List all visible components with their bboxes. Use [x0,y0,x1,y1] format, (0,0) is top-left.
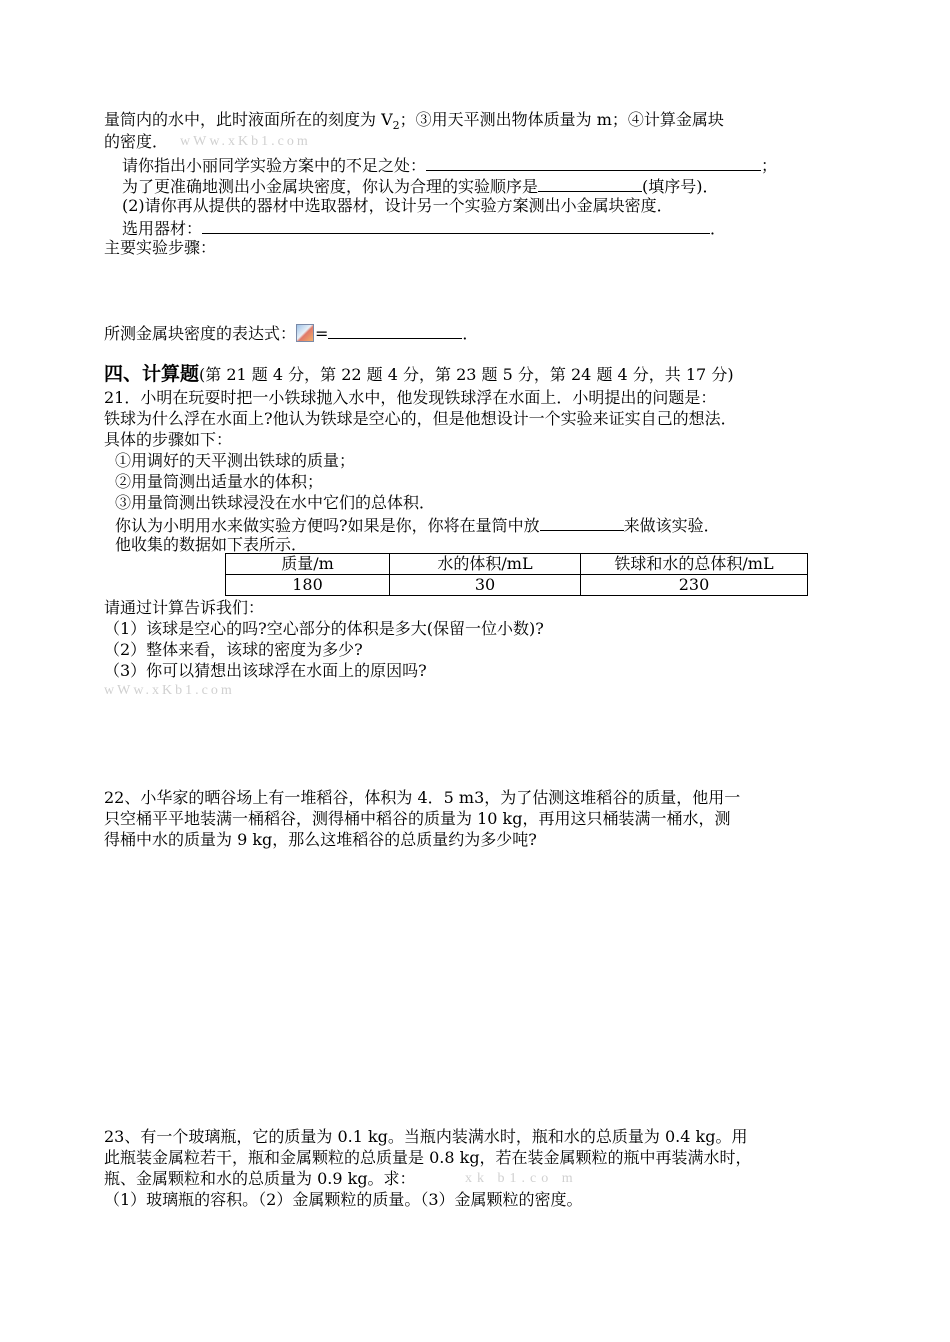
q21-line: 具体的步骤如下： [104,430,233,449]
q23-line: 23、有一个玻璃瓶，它的质量为 0.1 kg。当瓶内装满水时，瓶和水的总质量为 0.4 kg。用 [104,1127,748,1146]
question-design: (2)请你再从提供的器材中选取器材，设计另一个实验方案测出小金属块密度． [122,196,673,215]
q23-sub-questions: （1）玻璃瓶的容积。（2）金属颗粒的质量。（3）金属颗粒的密度。 [104,1190,583,1209]
watermark: wWw.xKb1.com [180,134,311,149]
density-symbol-icon [296,324,314,342]
watermark: xk b1.co m [465,1171,578,1186]
table-header: 水的体积/mL [390,554,581,575]
q23-line: 瓶、金属颗粒和水的总质量为 0.9 kg。求： [104,1169,416,1188]
table-header: 铁球和水的总体积/mL [581,554,808,575]
watermark: wWw.xKb1.com [104,683,235,698]
q21-sub-question: （3）你可以猜想出该球浮在水面上的原因吗? [104,661,427,680]
q23-line: 此瓶装金属粒若干，瓶和金属颗粒的总质量是 0.8 kg，若在装金属颗粒的瓶中再装满水时， [104,1148,752,1167]
line-density: 的密度． [104,132,169,151]
q21-line: 请通过计算告诉我们： [104,598,265,617]
table-header: 质量/m [226,554,390,575]
answer-blank[interactable] [328,322,462,339]
question-expression: 所测金属块密度的表达式： = ． [104,324,479,343]
data-table [225,553,808,596]
question-order: 为了更准确地测出小金属块密度，你认为合理的实验顺序是 (填序号)． [122,177,719,196]
q21-line: 21．小明在玩耍时把一小铁球抛入水中，他发现铁球浮在水面上．小明提出的问题是： [104,388,717,407]
question-steps: 主要实验步骤： [104,238,217,257]
q21-step: ①用调好的天平测出铁球的质量； [115,451,356,470]
table-row [226,575,808,596]
answer-blank[interactable] [202,217,710,234]
line-volume-reading: 量筒内的水中，此时液面所在的刻度为 $V_2$；③用天平测出物体质量为 m；④计算金属块 [104,110,724,133]
q21-step: ③用量筒测出铁球浸没在水中它们的总体积． [115,493,436,512]
q22-line: 只空桶平平地装满一桶稻谷，测得桶中稻谷的质量为 10 kg，再用这只桶装满一桶水，测 [104,809,731,828]
q21-sub-question: （2）整体来看，该球的密度为多少? [104,640,363,659]
table-header-row [226,554,808,575]
q22-line: 22、小华家的晒谷场上有一堆稻谷，体积为 4．5 m3，为了估测这堆稻谷的质量，他用一 [104,788,741,807]
q22-line: 得桶中水的质量为 9 kg，那么这堆稻谷的总质量约为多少吨? [104,830,537,849]
section-heading: 四、计算题(第 21 题 4 分，第 22 题 4 分，第 23 题 5 分，第 24 题 4 分，共 17 分) [104,363,734,385]
table-cell: 180 [226,575,390,596]
q21-line: 你认为小明用水来做实验方便吗?如果是你，你将在量筒中放 来做该实验． [115,516,720,535]
q21-line: 他收集的数据如下表所示． [115,535,308,554]
question-insufficient: 请你指出小丽同学实验方案中的不足之处： ； [122,156,778,175]
answer-blank[interactable] [426,154,761,171]
q21-sub-question: （1）该球是空心的吗?空心部分的体积是多大(保留一位小数)? [104,619,544,638]
answer-blank[interactable] [540,514,624,531]
table-cell: 30 [390,575,581,596]
table-cell: 230 [581,575,808,596]
q21-line: 铁球为什么浮在水面上?他认为铁球是空心的，但是他想设计一个实验来证实自己的想法． [104,409,737,428]
q21-step: ②用量筒测出适量水的体积； [115,472,324,491]
question-equipment: 选用器材： ． [122,219,727,238]
answer-blank[interactable] [538,175,642,192]
